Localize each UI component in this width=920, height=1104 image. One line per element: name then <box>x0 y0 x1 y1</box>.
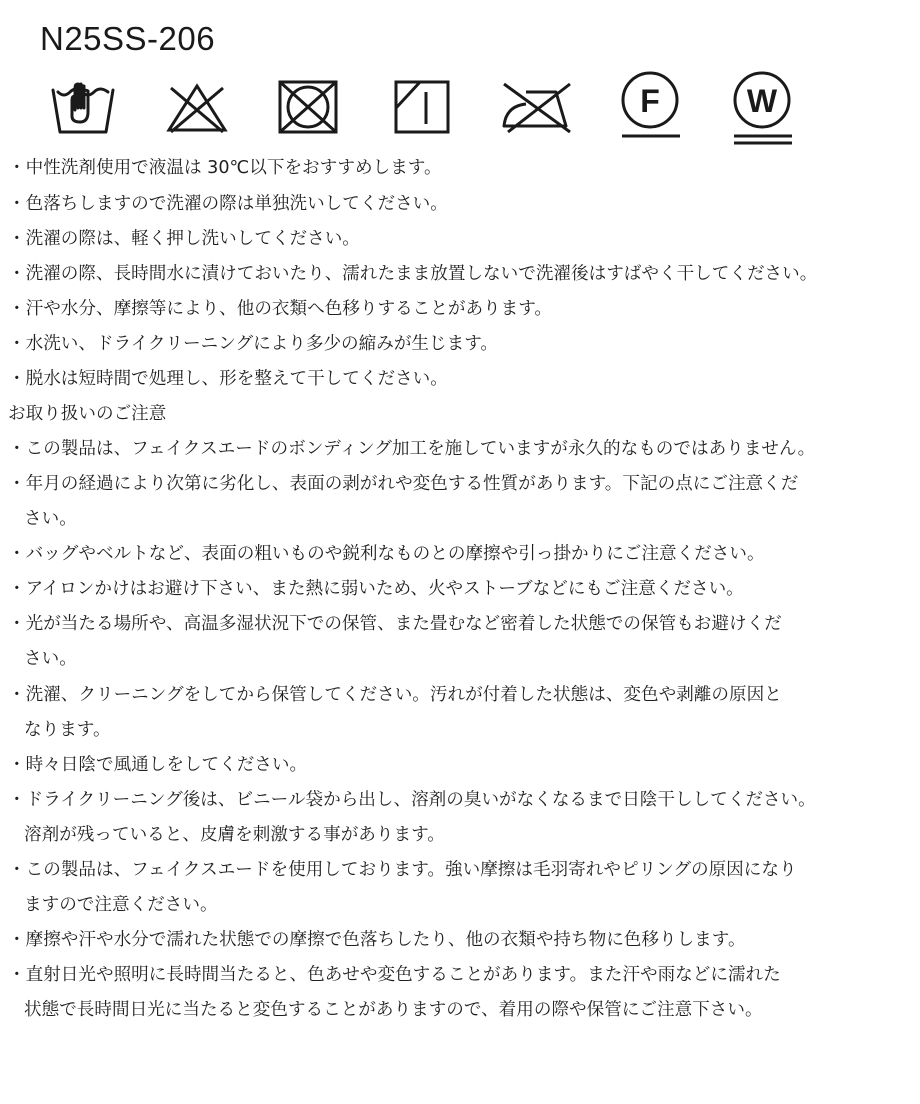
instruction-line: ・色落ちしますので洗濯の際は単独洗いしてください。 <box>8 194 448 214</box>
caution-line: ・洗濯、クリーニングをしてから保管してください。汚れが付着した状態は、変色や剥離の原因と <box>8 685 782 705</box>
do-not-bleach-icon <box>163 82 231 134</box>
instruction-line: ・中性洗剤使用で液温は 30℃以下をおすすめします。 <box>8 158 442 178</box>
caution-line: なります。 <box>24 720 111 740</box>
caution-line: さい。 <box>24 649 77 669</box>
wet-clean-w-icon <box>728 68 800 148</box>
do-not-iron-icon <box>500 78 576 136</box>
caution-line: 溶剤が残っていると、皮膚を刺激する事があります。 <box>24 825 445 845</box>
svg-text:F: F <box>640 83 660 119</box>
caution-line: ・アイロンかけはお避け下さい、また熱に弱いため、火やストーブなどにもご注意ください。 <box>8 579 744 599</box>
care-symbols <box>0 0 920 160</box>
caution-line: ・直射日光や照明に長時間当たると、色あせや変色することがあります。また汗や雨などに濡れた <box>8 965 781 985</box>
caution-line: ・光が当たる場所や、高温多湿状況下での保管、また畳むなど密着した状態での保管もお避けくだ <box>8 614 782 634</box>
caution-line: ・ドライクリーニング後は、ビニール袋から出し、溶剤の臭いがなくなるまで日陰干ししてください。 <box>8 790 816 810</box>
hand-wash-30-icon <box>50 80 116 136</box>
product-code: N25SS-206 <box>40 20 216 57</box>
section-heading: お取り扱いのご注意 <box>8 404 167 424</box>
dry-clean-f-icon <box>616 68 688 142</box>
caution-line: ・摩擦や汗や水分で濡れた状態での摩擦で色落ちしたり、他の衣類や持ち物に色移りします。 <box>8 930 746 950</box>
drip-dry-in-shade-icon <box>392 78 454 136</box>
instruction-line: ・水洗い、ドライクリーニングにより多少の縮みが生じます。 <box>8 334 498 354</box>
do-not-tumble-dry-icon <box>276 78 340 136</box>
svg-text:W: W <box>746 83 778 119</box>
instruction-line: ・洗濯の際、長時間水に漬けておいたり、濡れたまま放置しないで洗濯後はすばやく干してください。 <box>8 264 818 284</box>
caution-line: さい。 <box>24 509 77 529</box>
instruction-line: ・脱水は短時間で処理し、形を整えて干してください。 <box>8 369 448 389</box>
instruction-line: ・洗濯の際は、軽く押し洗いしてください。 <box>8 229 360 249</box>
caution-line: ・年月の経過により次第に劣化し、表面の剥がれや変色する性質があります。下記の点にご注意くだ <box>8 474 799 494</box>
instruction-line: ・汗や水分、摩擦等により、他の衣類へ色移りすることがあります。 <box>8 299 553 319</box>
caution-line: ・時々日陰で風通しをしてください。 <box>8 755 308 775</box>
caution-line: ・この製品は、フェイクスエードのボンディング加工を施していますが永久的なものではありません。 <box>8 439 816 459</box>
caution-line: ・バッグやベルトなど、表面の粗いものや鋭利なものとの摩擦や引っ掛かりにご注意ください。 <box>8 544 765 564</box>
caution-line: ・この製品は、フェイクスエードを使用しております。強い摩擦は毛羽寄れやピリングの原因になり <box>8 860 797 880</box>
caution-line: ますので注意ください。 <box>24 895 218 915</box>
caution-line: 状態で長時間日光に当たると変色することがありますので、着用の際や保管にご注意下さい。 <box>24 1000 763 1020</box>
